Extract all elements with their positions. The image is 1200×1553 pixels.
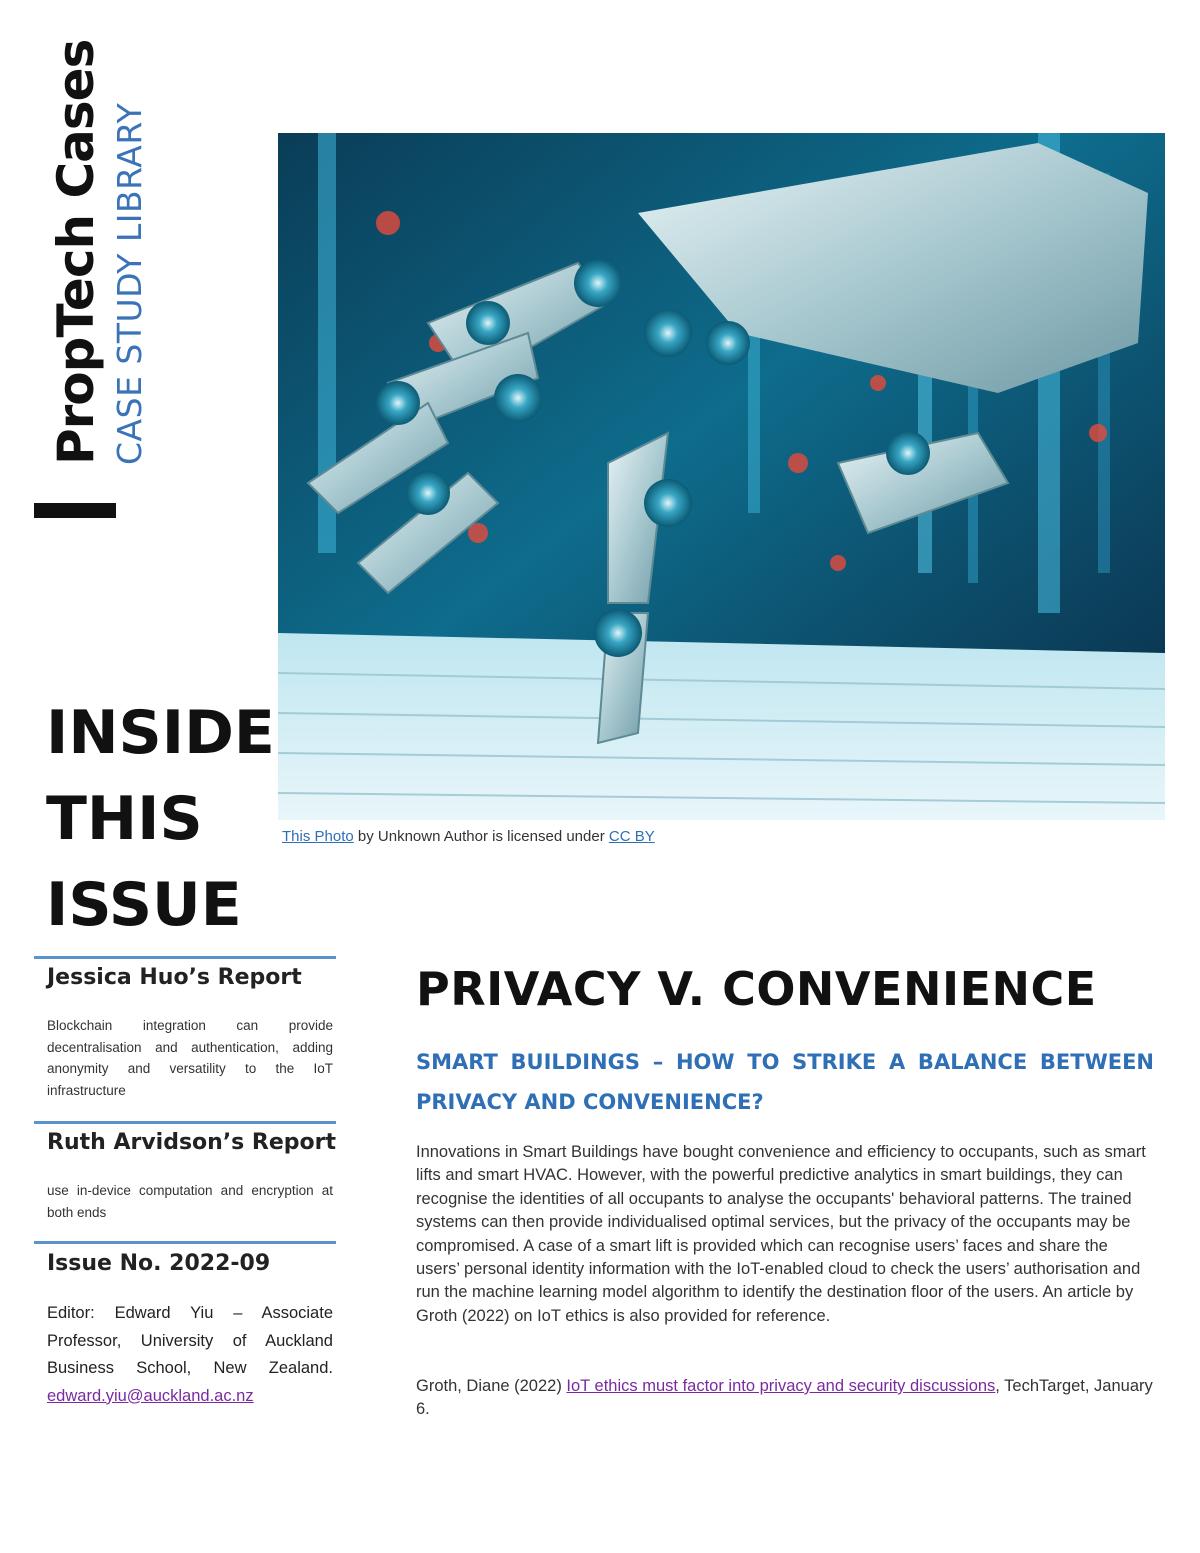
- inside-line-3: ISSUE: [46, 870, 242, 940]
- license-link[interactable]: CC BY: [608, 828, 655, 845]
- inside-line-2: THIS: [46, 784, 203, 854]
- report1-title: Jessica Huo’s Report: [47, 965, 302, 990]
- masthead-title: PropTech Cases: [47, 39, 105, 465]
- robot-hand-illustration: [278, 133, 1165, 820]
- report2-summary: use in-device computation and encryption at both ends: [47, 1183, 333, 1220]
- inside-this-issue-heading: [46, 690, 276, 948]
- issue-number: Issue No. 2022-09: [47, 1251, 271, 1276]
- editor-text: Editor: Edward Yiu – Associate Professor, University of Auckland Business School, New Zealand.: [47, 1304, 333, 1377]
- editor-email-link[interactable]: edward.yiu@auckland.ac.nz: [47, 1386, 254, 1405]
- report1-summary: Blockchain integration can provide decentralisation and authentication, adding anonymity and versatility to the IoT infrastructure: [47, 1018, 333, 1098]
- sidebar-divider: [34, 1241, 336, 1244]
- photo-link[interactable]: This Photo: [282, 828, 354, 845]
- article-reference: [416, 1375, 1154, 1422]
- inside-line-1: INSIDE: [46, 698, 275, 768]
- reference-suffix: , TechTarget, January 6.: [416, 1377, 1153, 1419]
- sidebar-divider: [34, 956, 336, 959]
- photo-credit: [282, 828, 655, 845]
- masthead-bar: [34, 503, 116, 518]
- sidebar-divider: [34, 1121, 336, 1124]
- editor-info: [47, 1300, 333, 1410]
- hero-image: [278, 133, 1165, 820]
- article-subtitle: SMART BUILDINGS – HOW TO STRIKE A BALANCE BETWEEN PRIVACY AND CONVENIENCE?: [416, 1050, 1154, 1114]
- masthead: [45, 0, 165, 465]
- masthead-subtitle: CASE STUDY LIBRARY: [110, 102, 149, 465]
- article-body: Innovations in Smart Buildings have bought convenience and efficiency to occupants, such as smart lifts and smart HVAC. However, with the powerful predictive analytics in smart buildings, they can recognise the identities of all occupants to analyse the occupants' behavioral patterns. The trained systems can then provide individualised optimal services, but the privacy of the occupants may be compromised. A case of a smart lift is provided which can recognise users’ faces and share the users’ personal identity information with the IoT-enabled cloud to check the users’ authorisation and run the machine learning model algorithm to identify the destination floor of the users. An article by Groth (2022) on IoT ethics is also provided for reference.: [416, 1143, 1146, 1325]
- report2-title: Ruth Arvidson’s Report: [47, 1130, 337, 1155]
- article-title: PRIVACY V. CONVENIENCE: [416, 962, 1097, 1016]
- reference-prefix: Groth, Diane (2022): [416, 1377, 567, 1395]
- photo-credit-text: by Unknown Author is licensed under: [353, 828, 609, 845]
- reference-link[interactable]: IoT ethics must factor into privacy and security discussions: [566, 1377, 996, 1395]
